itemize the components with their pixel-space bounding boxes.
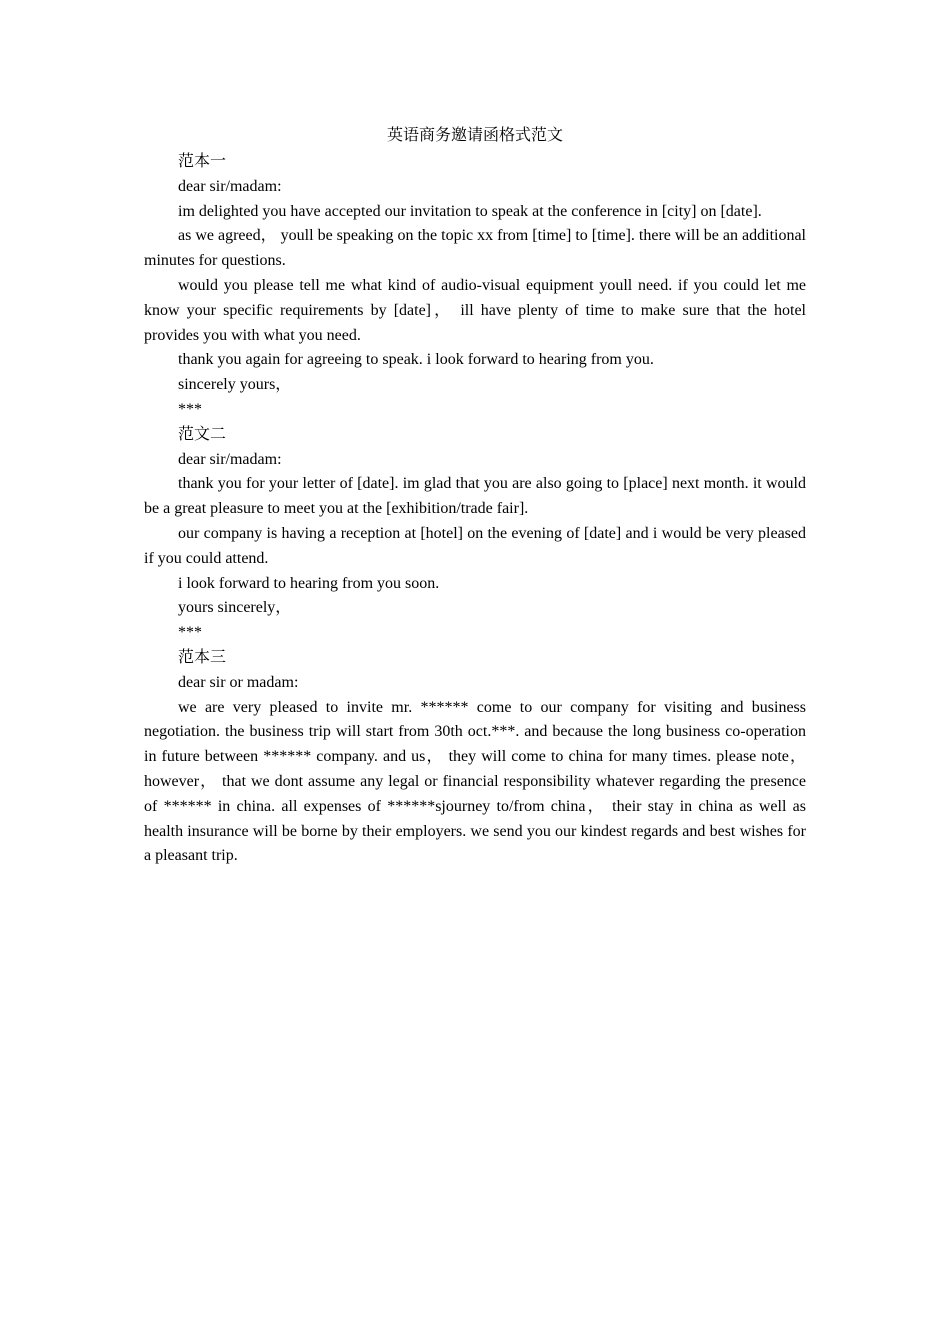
section-heading-3: 范本三 [178, 648, 227, 666]
body-paragraph: we are very pleased to invite mr. ****** come to our company for visiting and business negotiation. the business trip will start from 30th oct.***. and because the long business co-operation in future between ****** company. and us， they will come to china for many times. please note， however， that we dont assume any legal or financial responsibility whatever regarding the presence of ****** in china. all expenses of ******sjourney to/from china， their stay in china as well as health insurance will be borne by their employers. we send you our kindest regards and best wishes for a pleasant trip. [144, 698, 806, 865]
body-paragraph: thank you for your letter of [date]. im glad that you are also going to [place] next month. it would be a great pleasure to meet you at the [exhibition/trade fair]. [144, 475, 806, 518]
body-paragraph: thank you again for agreeing to speak. i look forward to hearing from you. [178, 351, 654, 369]
closing: sincerely yours， [178, 376, 292, 394]
salutation: dear sir/madam: [178, 177, 282, 195]
body-paragraph: our company is having a reception at [hotel] on the evening of [date] and i would be very pleased if you could attend. [144, 524, 806, 567]
section-heading-1: 范本一 [178, 153, 227, 170]
closing: yours sincerely， [178, 599, 292, 617]
body-paragraph: im delighted you have accepted our invitation to speak at the conference in [city] on [date]. [178, 202, 762, 220]
body-paragraph: would you please tell me what kind of audio-visual equipment youll need. if you could let me know your specific requirements by [date]， ill have plenty of time to make sure that the hotel provides you with what you need. [144, 276, 806, 344]
salutation: dear sir/madam: [178, 450, 282, 468]
body-paragraph: i look forward to hearing from you soon. [178, 574, 440, 592]
document-page [144, 122, 806, 869]
body-paragraph: as we agreed， youll be speaking on the topic xx from [time] to [time]. there will be an additional minutes for questions. [144, 227, 806, 270]
document-title: 英语商务邀请函格式范文 [386, 127, 563, 144]
section-heading-2: 范文二 [178, 425, 227, 443]
signature: *** [178, 400, 202, 418]
salutation: dear sir or madam: [178, 673, 299, 691]
signature: *** [178, 624, 202, 642]
